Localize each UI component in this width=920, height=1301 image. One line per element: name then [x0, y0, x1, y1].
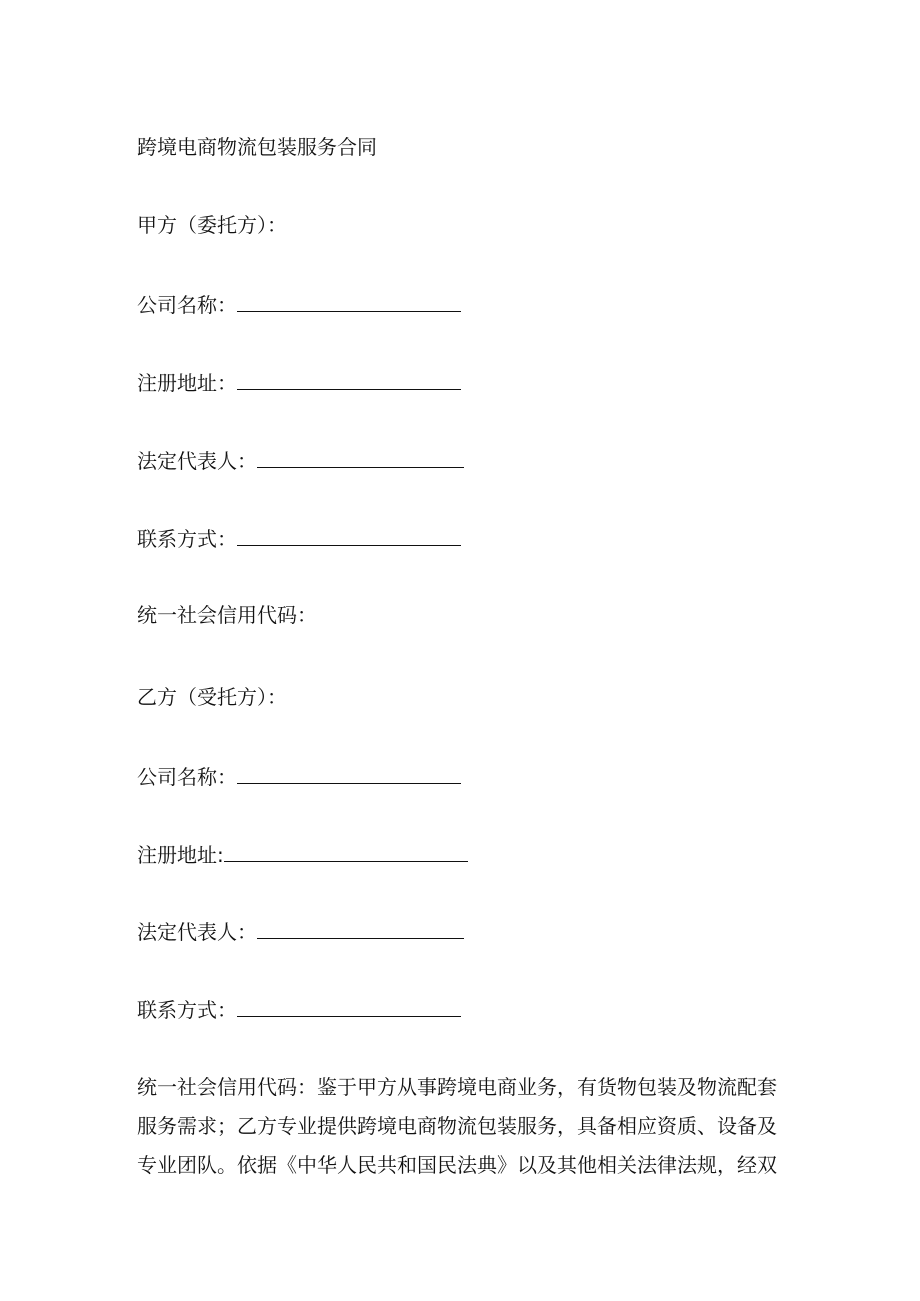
document-title: 跨境电商物流包装服务合同: [137, 135, 377, 159]
party-a-heading: 甲方（委托方）：: [137, 213, 287, 237]
party-b-contact-label: 联系方式：: [137, 998, 237, 1022]
party-b-rep-blank[interactable]: [257, 916, 464, 939]
party-a-contact-row: [137, 523, 461, 553]
party-b-contact-row: [137, 994, 461, 1024]
paragraph-line: 服务需求；乙方专业提供跨境电商物流包装服务，具备相应资质、设备及: [137, 1114, 777, 1138]
party-b-rep-row: [137, 916, 464, 946]
party-a-company-blank[interactable]: [237, 289, 461, 312]
party-a-company-row: [137, 289, 461, 319]
party-a-credit-code: 统一社会信用代码：: [137, 603, 317, 627]
party-b-company-blank[interactable]: [237, 761, 461, 784]
party-a-rep-label: 法定代表人：: [137, 449, 257, 473]
party-a-address-label: 注册地址：: [137, 371, 237, 395]
party-a-contact-blank[interactable]: [237, 523, 461, 546]
recital-paragraph: [137, 1068, 787, 1185]
party-a-address-row: [137, 367, 461, 397]
paragraph-line: 统一社会信用代码：鉴于甲方从事跨境电商业务，有货物包装及物流配套: [137, 1075, 777, 1099]
party-a-company-label: 公司名称：: [137, 293, 237, 317]
party-b-company-row: [137, 761, 461, 791]
party-b-rep-label: 法定代表人：: [137, 920, 257, 944]
party-b-heading: 乙方（受托方）：: [137, 685, 287, 709]
party-a-address-blank[interactable]: [237, 367, 461, 390]
paragraph-line: 专业团队。依据《中华人民共和国民法典》以及其他相关法律法规，经双: [137, 1153, 777, 1177]
party-a-rep-blank[interactable]: [257, 445, 464, 468]
party-b-address-blank[interactable]: [224, 839, 468, 862]
party-b-contact-blank[interactable]: [237, 994, 461, 1017]
party-b-company-label: 公司名称：: [137, 765, 237, 789]
party-a-rep-row: [137, 445, 464, 475]
party-a-contact-label: 联系方式：: [137, 527, 237, 551]
party-b-address-row: [137, 839, 468, 869]
party-b-address-label: 注册地址:: [137, 843, 224, 867]
